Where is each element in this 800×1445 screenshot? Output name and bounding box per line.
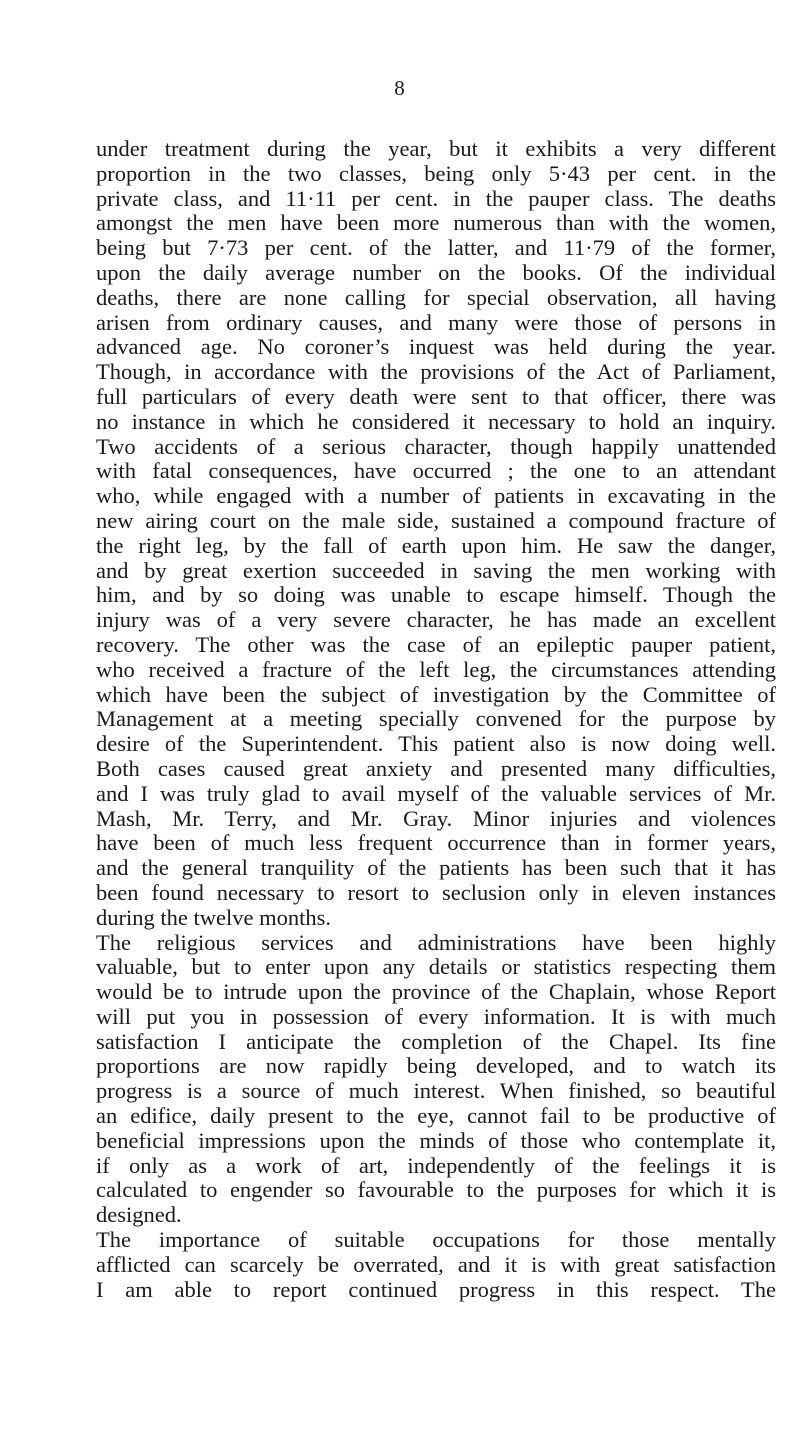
text-line: would be to intrude upon the province of the Chaplain, whose Report (96, 979, 776, 1005)
text-line: proportion in the two classes, being only 5·43 per cent. in the (96, 160, 776, 186)
text-line: progress is a source of much interest. When finished, so beautiful (96, 1078, 776, 1104)
text-line: beneficial impressions upon the minds of those who contemplate it, (96, 1127, 776, 1153)
text-line: recovery. The other was the case of an epileptic pauper patient, (96, 631, 776, 657)
text-line: and the general tranquility of the patients has been such that it has (96, 855, 776, 881)
text-line: afflicted can scarcely be overrated, and it is with great satisfaction (96, 1251, 776, 1277)
text-line: been found necessary to resort to seclusion only in eleven instances (96, 879, 776, 905)
text-line: who, while engaged with a number of patients in excavating in the (96, 483, 776, 509)
text-line: calculated to engender so favourable to the purposes for which it is (96, 1177, 776, 1203)
text-line: no instance in which he considered it necessary to hold an inquiry. (96, 408, 776, 434)
text-line: satisfaction I anticipate the completion of the Chapel. Its fine (96, 1028, 776, 1054)
text-line: who received a fracture of the left leg, the circumstances attending (96, 656, 776, 682)
text-line: Both cases caused great anxiety and presented many difficulties, (96, 755, 776, 781)
text-line: I am able to report continued progress in this respect. The (96, 1276, 776, 1302)
text-line: proportions are now rapidly being developed, and to watch its (96, 1053, 776, 1079)
text-line: and I was truly glad to avail myself of the valuable services of Mr. (96, 780, 776, 806)
text-line: valuable, but to enter upon any details or statistics respecting them (96, 954, 776, 980)
text-line: will put you in possession of every information. It is with much (96, 1003, 776, 1029)
text-line: an edifice, daily present to the eye, cannot fail to be productive of (96, 1103, 776, 1129)
text-line: which have been the subject of investigation by the Committee of (96, 681, 776, 707)
text-line: and by great exertion succeeded in saving the men working with (96, 557, 776, 583)
body-text (96, 137, 776, 1302)
text-line: deaths, there are none calling for special observation, all having (96, 284, 776, 310)
text-line: if only as a work of art, independently of the feelings it is (96, 1152, 776, 1178)
text-line: arisen from ordinary causes, and many were those of persons in (96, 309, 776, 335)
text-line: under treatment during the year, but it exhibits a very different (96, 136, 776, 161)
text-line: have been of much less frequent occurrence than in former years, (96, 830, 776, 856)
text-line: private class, and 11·11 per cent. in the pauper class. The deaths (96, 185, 776, 211)
text-line: with fatal consequences, have occurred ; the one to an attendant (96, 458, 776, 484)
text-line: desire of the Superintendent. This patient also is now doing well. (96, 731, 776, 757)
text-line: Management at a meeting specially convened for the purpose by (96, 706, 776, 732)
text-line: Mash, Mr. Terry, and Mr. Gray. Minor injuries and violences (96, 805, 776, 831)
text-line: Two accidents of a serious character, though happily unattended (96, 433, 776, 459)
text-line: him, and by so doing was unable to escape himself. Though the (96, 582, 776, 608)
page-number: 8 (394, 76, 406, 100)
text-line: new airing court on the male side, sustained a compound fracture of (96, 507, 776, 533)
text-line: being but 7·73 per cent. of the latter, and 11·79 of the former, (96, 235, 776, 261)
text-line: The religious services and administrations have been highly (96, 929, 776, 955)
text-line: the right leg, by the fall of earth upon him. He saw the danger, (96, 532, 776, 558)
text-line: upon the daily average number on the books. Of the individual (96, 259, 776, 285)
text-line: injury was of a very severe character, he has made an excellent (96, 607, 776, 633)
paragraph-end-line: designed. (96, 1202, 182, 1228)
text-line: amongst the men have been more numerous than with the women, (96, 210, 776, 236)
paragraph-end-line: during the twelve months. (96, 904, 331, 930)
text-line: The importance of suitable occupations for those mentally (96, 1227, 776, 1253)
text-line: advanced age. No coroner’s inquest was held during the year. (96, 334, 776, 360)
text-line: Though, in accordance with the provisions of the Act of Parliament, (96, 359, 776, 385)
text-line: full particulars of every death were sent to that officer, there was (96, 383, 776, 409)
